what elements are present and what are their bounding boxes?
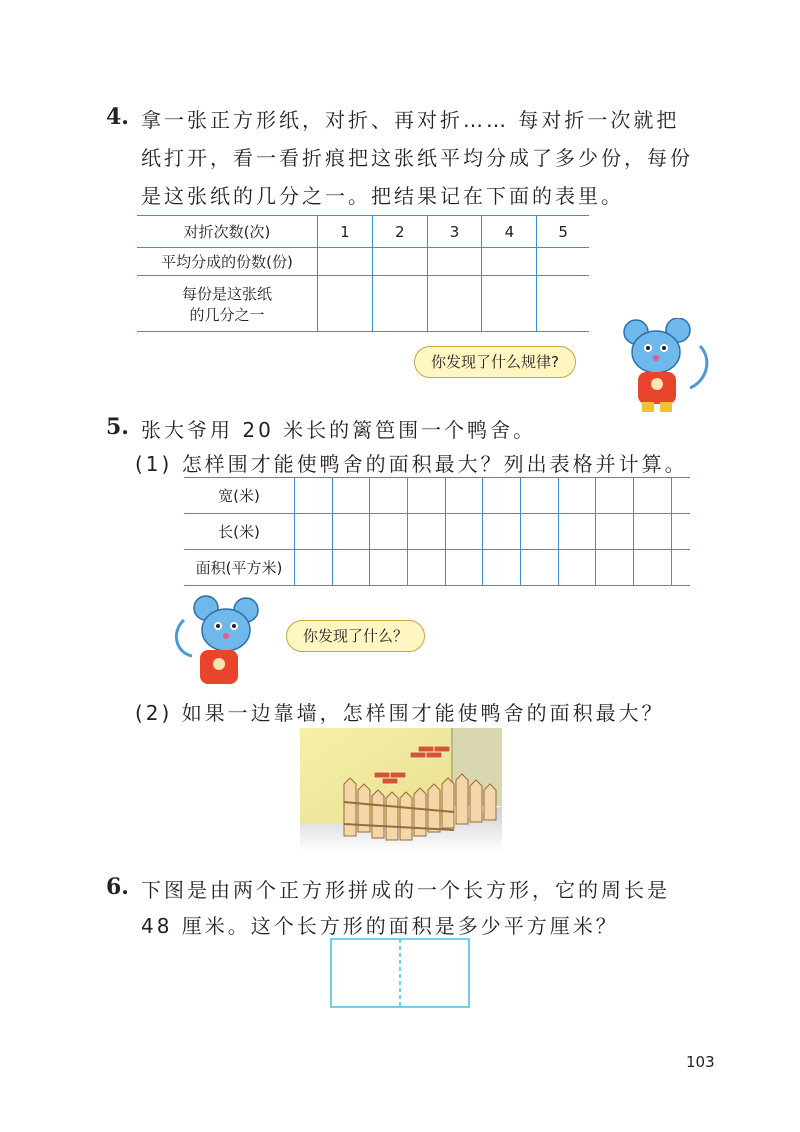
mouse-mascot-icon xyxy=(170,594,260,694)
two-squares-rectangle xyxy=(330,938,472,1010)
table-cell[interactable] xyxy=(520,478,558,514)
table-cell[interactable] xyxy=(407,550,445,586)
table-cell[interactable] xyxy=(482,276,537,332)
question-5-part-2: (2) 如果一边靠墙，怎样围才能使鸭舍的面积最大？ xyxy=(135,701,665,725)
table-cell[interactable] xyxy=(537,276,589,332)
table-cell[interactable] xyxy=(483,514,521,550)
mouse-mascot-icon xyxy=(620,318,710,418)
table-cell[interactable] xyxy=(633,514,671,550)
table-cell[interactable] xyxy=(372,248,427,276)
table-cell[interactable] xyxy=(427,248,482,276)
table-cell[interactable] xyxy=(332,478,370,514)
question-4-number: 4. xyxy=(106,104,129,130)
table-cell[interactable] xyxy=(671,514,690,550)
table-cell[interactable] xyxy=(558,478,596,514)
question-6-line-1: 下图是由两个正方形拼成的一个长方形，它的周长是 xyxy=(141,878,670,902)
table-cell[interactable] xyxy=(520,514,558,550)
fold-col-4: 4 xyxy=(482,216,537,248)
table-cell[interactable] xyxy=(596,550,634,586)
table-cell[interactable] xyxy=(332,550,370,586)
speech-bubble-discovery: 你发现了什么？ xyxy=(286,620,425,652)
fraction-label-line-2: 的几分之一 xyxy=(189,305,265,324)
table-cell[interactable] xyxy=(482,248,537,276)
question-6-line-2: 48 厘米。这个长方形的面积是多少平方厘米？ xyxy=(141,914,619,938)
width-label: 宽(米) xyxy=(184,478,295,514)
table-cell[interactable] xyxy=(483,478,521,514)
table-cell[interactable] xyxy=(671,550,690,586)
table-cell[interactable] xyxy=(295,550,333,586)
table-cell[interactable] xyxy=(332,514,370,550)
table-cell[interactable] xyxy=(445,478,483,514)
table-cell[interactable] xyxy=(483,550,521,586)
question-5-number: 5. xyxy=(106,414,129,440)
question-4-line-3: 是这张纸的几分之一。把结果记在下面的表里。 xyxy=(141,184,624,208)
fold-col-3: 3 xyxy=(427,216,482,248)
fraction-label-line-1: 每份是这张纸 xyxy=(181,284,272,303)
table-cell[interactable] xyxy=(370,478,408,514)
table-cell[interactable] xyxy=(372,276,427,332)
wall-fence-illustration xyxy=(300,728,502,852)
length-label: 长(米) xyxy=(184,514,295,550)
fold-result-table xyxy=(137,215,589,332)
table-cell[interactable] xyxy=(295,478,333,514)
table-cell[interactable] xyxy=(596,478,634,514)
table-cell[interactable] xyxy=(407,478,445,514)
table-cell[interactable] xyxy=(407,514,445,550)
question-6-number: 6. xyxy=(106,874,129,900)
fold-col-1: 1 xyxy=(318,216,373,248)
table-cell[interactable] xyxy=(596,514,634,550)
table-cell[interactable] xyxy=(318,276,373,332)
table-cell[interactable] xyxy=(370,550,408,586)
fold-count-label: 对折次数(次) xyxy=(137,216,318,248)
page-number: 103 xyxy=(686,1053,715,1071)
table-cell[interactable] xyxy=(558,514,596,550)
table-cell[interactable] xyxy=(427,276,482,332)
enclosure-table xyxy=(184,477,690,586)
fold-col-2: 2 xyxy=(372,216,427,248)
parts-count-label: 平均分成的份数(份) xyxy=(137,248,318,276)
table-cell[interactable] xyxy=(295,514,333,550)
table-cell[interactable] xyxy=(558,550,596,586)
table-cell[interactable] xyxy=(445,550,483,586)
table-cell[interactable] xyxy=(318,248,373,276)
area-label: 面积(平方米) xyxy=(184,550,295,586)
question-5-part-1: (1) 怎样围才能使鸭舍的面积最大？列出表格并计算。 xyxy=(135,452,688,476)
table-cell[interactable] xyxy=(520,550,558,586)
table-cell[interactable] xyxy=(537,248,589,276)
question-5-line: 张大爷用 20 米长的篱笆围一个鸭舍。 xyxy=(141,418,537,442)
table-cell[interactable] xyxy=(370,514,408,550)
question-4-line-2: 纸打开，看一看折痕把这张纸平均分成了多少份，每份 xyxy=(141,146,693,170)
fraction-label xyxy=(137,276,318,332)
question-4-line-1: 拿一张正方形纸，对折、再对折…… 每对折一次就把 xyxy=(141,108,680,132)
speech-bubble-pattern: 你发现了什么规律? xyxy=(414,346,576,378)
table-cell[interactable] xyxy=(633,478,671,514)
table-cell[interactable] xyxy=(445,514,483,550)
fold-col-5: 5 xyxy=(537,216,589,248)
table-cell[interactable] xyxy=(633,550,671,586)
table-cell[interactable] xyxy=(671,478,690,514)
